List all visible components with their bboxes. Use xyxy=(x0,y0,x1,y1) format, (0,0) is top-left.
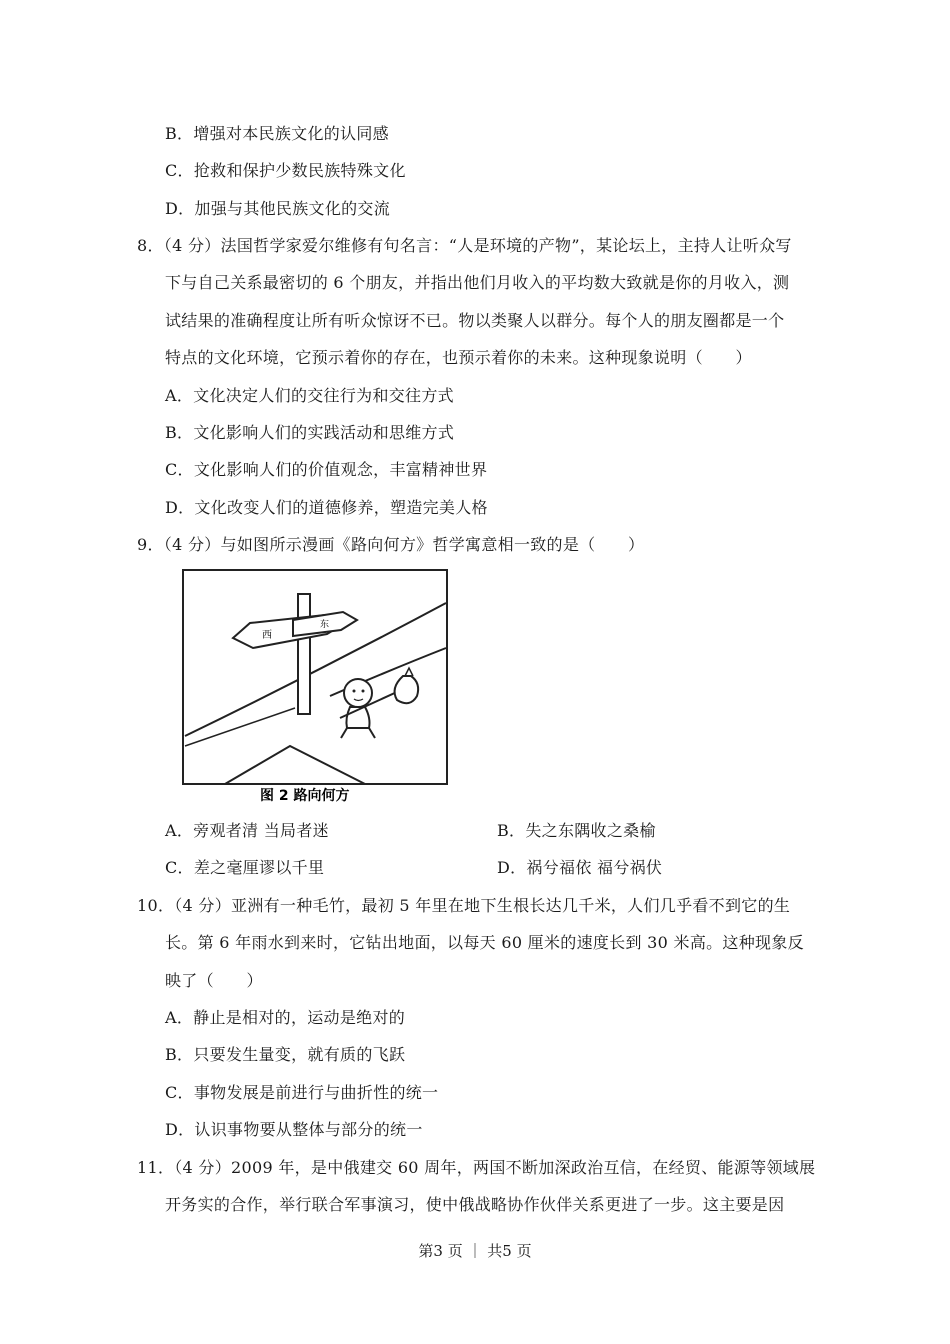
q10-option-a: A．静止是相对的，运动是绝对的 xyxy=(165,1008,406,1027)
q8-stem-line1: 8．（4 分）法国哲学家爱尔维修有句名言：“人是环境的产物”，某论坛上，主持人让听众写 xyxy=(137,236,792,255)
prev-option-d: D．加强与其他民族文化的交流 xyxy=(165,199,391,218)
q11-stem-line2: 开务实的合作，举行联合军事演习，使中俄战略协作伙伴关系更进了一步。这主要是因 xyxy=(165,1195,785,1214)
sign-west-label: 西 xyxy=(262,630,272,641)
q8-option-a: A．文化决定人们的交往行为和交往方式 xyxy=(165,386,454,405)
figure-caption: 图 2 路向何方 xyxy=(260,788,350,804)
prev-option-c: C．抢救和保护少数民族特殊文化 xyxy=(165,161,406,180)
q8-stem-line2: 下与自己关系最密切的 6 个朋友，并指出他们月收入的平均数大致就是你的月收入，测 xyxy=(165,273,790,292)
q9-option-b: B．失之东隅收之桑榆 xyxy=(497,821,656,840)
q9-option-d: D．祸兮福依 福兮祸伏 xyxy=(497,858,663,877)
q8-option-c: C．文化影响人们的价值观念，丰富精神世界 xyxy=(165,460,488,479)
q10-option-c: C．事物发展是前进行与曲折性的统一 xyxy=(165,1083,439,1102)
q11-stem-line1: 11．（4 分）2009 年，是中俄建交 60 周年，两国不断加深政治互信，在经贸、能源等领域展 xyxy=(137,1158,816,1177)
q8-stem-line4: 特点的文化环境，它预示着你的存在，也预示着你的未来。这种现象说明（ ） xyxy=(165,348,752,367)
page-footer: 第3 页 ｜ 共5 页 xyxy=(418,1242,532,1260)
q10-option-b: B．只要发生量变，就有质的飞跃 xyxy=(165,1045,406,1064)
sign-east-label: 东 xyxy=(320,620,330,630)
q9-option-c: C．差之毫厘谬以千里 xyxy=(165,858,325,877)
comic-figure xyxy=(165,568,455,808)
q10-stem-line1: 10．（4 分）亚洲有一种毛竹，最初 5 年里在地下生根长达几千米，人们几乎看不到它的生 xyxy=(137,896,791,915)
q8-stem-line3: 试结果的准确程度让所有听众惊讶不已。物以类聚人以群分。每个人的朋友圈都是一个 xyxy=(165,311,785,330)
q9-option-a: A．旁观者清 当局者迷 xyxy=(165,821,329,840)
q10-stem-line2: 长。第 6 年雨水到来时，它钻出地面，以每天 60 厘米的速度长到 30 米高。这种现象反 xyxy=(165,933,804,952)
prev-option-b: B．增强对本民族文化的认同感 xyxy=(165,124,389,143)
q8-option-d: D．文化改变人们的道德修养，塑造完美人格 xyxy=(165,498,488,517)
q9-stem: 9．（4 分）与如图所示漫画《路向何方》哲学寓意相一致的是（ ） xyxy=(137,535,645,554)
q8-option-b: B．文化影响人们的实践活动和思维方式 xyxy=(165,423,455,442)
q10-stem-line3: 映了（ ） xyxy=(165,971,263,990)
q10-option-d: D．认识事物要从整体与部分的统一 xyxy=(165,1120,423,1139)
